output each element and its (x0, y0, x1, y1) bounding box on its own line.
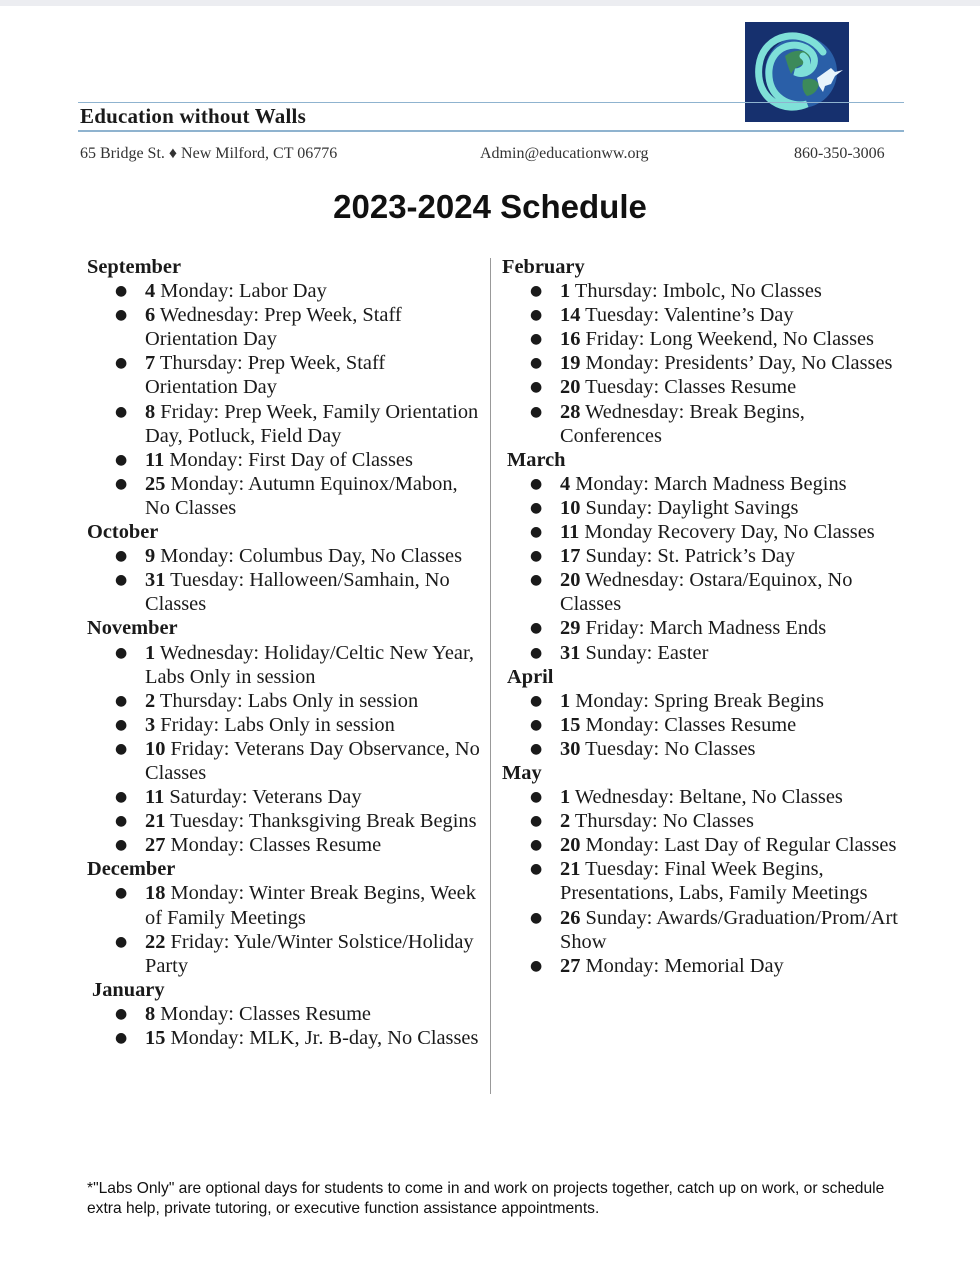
event-day: 4 (560, 472, 571, 495)
event-day: 31 (145, 569, 166, 592)
event-day: 4 (145, 280, 156, 303)
event-day: 6 (145, 304, 156, 327)
list-item (87, 303, 482, 351)
event-day: 2 (145, 689, 156, 712)
list-item (87, 737, 482, 785)
list-item (502, 713, 902, 737)
event-day: 17 (560, 545, 581, 568)
list-item (87, 881, 482, 929)
event-day: 11 (145, 786, 165, 809)
event-day: 8 (145, 400, 156, 423)
event-description: Tuesday: Thanksgiving Break Begins (165, 810, 477, 833)
list-item (502, 906, 902, 954)
event-day: 2 (560, 810, 571, 833)
event-description: Monday: Columbus Day, No Classes (155, 545, 462, 568)
event-description: Monday: Presidents’ Day, No Classes (580, 352, 893, 375)
page-title: 2023-2024 Schedule (333, 188, 647, 225)
list-item (87, 641, 482, 689)
footnote: *"Labs Only" are optional days for students to come in and work on projects together, catch up on work, or schedule extra help, private tutoring, or executive function assistance appointments. (87, 1180, 885, 1217)
event-day: 1 (560, 689, 571, 712)
event-list (502, 472, 902, 665)
list-item (502, 351, 902, 375)
event-description: Sunday: Awards/Graduation/Prom/Art Show (560, 906, 898, 953)
month-heading: February (502, 256, 585, 278)
event-day: 22 (145, 930, 166, 953)
event-day: 10 (145, 737, 166, 760)
list-item (502, 857, 902, 905)
event-description: Monday: Autumn Equinox/Mabon, No Classes (145, 472, 458, 519)
event-description: Monday: Last Day of Regular Classes (580, 834, 897, 857)
organization-name: Education without Walls (80, 104, 306, 128)
event-description: Monday: Memorial Day (580, 954, 784, 977)
event-day: 14 (560, 304, 581, 327)
list-item (502, 809, 902, 833)
event-list (87, 881, 482, 977)
event-description: Friday: March Madness Ends (580, 617, 827, 640)
event-day: 1 (145, 641, 156, 664)
month-heading: October (87, 521, 159, 544)
list-item (87, 448, 482, 472)
globe-hummingbird-logo-icon (745, 22, 849, 122)
event-description: Thursday: No Classes (570, 810, 754, 833)
list-item (502, 375, 902, 399)
list-item (87, 279, 482, 303)
event-day: 28 (560, 400, 581, 423)
list-item (502, 472, 902, 496)
list-item (87, 351, 482, 399)
list-item (502, 737, 902, 761)
header-rule-top (78, 102, 904, 103)
list-item (87, 1002, 482, 1026)
event-description: Friday: Yule/Winter Solstice/Holiday Party (145, 930, 474, 977)
event-day: 21 (560, 858, 581, 881)
event-description: Thursday: Imbolc, No Classes (570, 280, 822, 303)
event-description: Tuesday: No Classes (580, 737, 756, 760)
phone-number: 860-350-3006 (794, 145, 885, 162)
event-day: 9 (145, 545, 156, 568)
event-day: 19 (560, 352, 581, 375)
event-day: 27 (145, 834, 166, 857)
list-item (87, 568, 482, 616)
event-description: Tuesday: Final Week Begins, Presentations, Labs, Family Meetings (560, 858, 868, 905)
event-description: Friday: Veterans Day Observance, No Classes (145, 737, 480, 784)
list-item (502, 303, 902, 327)
event-day: 1 (560, 280, 571, 303)
event-description: Thursday: Prep Week, Staff Orientation Day (145, 352, 386, 399)
event-description: Tuesday: Classes Resume (580, 376, 797, 399)
event-day: 30 (560, 737, 581, 760)
list-item (502, 520, 902, 544)
event-description: Friday: Labs Only in session (155, 713, 395, 736)
event-description: Thursday: Labs Only in session (155, 689, 419, 712)
event-day: 20 (560, 834, 581, 857)
list-item (87, 472, 482, 520)
event-day: 25 (145, 472, 166, 495)
event-description: Monday: Winter Break Begins, Week of Family Meetings (145, 882, 476, 929)
list-item (502, 954, 902, 978)
list-item (87, 930, 482, 978)
event-description: Wednesday: Break Begins, Conferences (560, 400, 805, 447)
list-item (502, 568, 902, 616)
event-day: 3 (145, 713, 156, 736)
event-description: Tuesday: Valentine’s Day (580, 304, 794, 327)
event-day: 21 (145, 810, 166, 833)
event-day: 29 (560, 617, 581, 640)
event-day: 15 (145, 1027, 166, 1049)
event-list (87, 1002, 482, 1050)
event-list (87, 641, 482, 858)
right-column (502, 255, 902, 978)
month-heading: January (92, 978, 165, 1001)
list-item (502, 400, 902, 448)
month-heading: April (507, 665, 554, 688)
event-list (502, 279, 902, 448)
month-heading: November (87, 617, 178, 640)
event-day: 10 (560, 496, 581, 519)
column-divider (490, 258, 491, 1094)
event-day: 18 (145, 882, 166, 905)
event-description: Monday: Classes Resume (580, 713, 797, 736)
event-description: Wednesday: Beltane, No Classes (570, 786, 843, 809)
event-list (502, 689, 902, 761)
event-day: 11 (560, 521, 580, 544)
event-description: Monday: First Day of Classes (164, 448, 413, 471)
event-list (87, 544, 482, 616)
event-description: Sunday: St. Patrick’s Day (580, 545, 796, 568)
event-list (502, 785, 902, 978)
event-description: Wednesday: Holiday/Celtic New Year, Labs Only in session (145, 641, 475, 688)
list-item (502, 616, 902, 640)
list-item (502, 689, 902, 713)
list-item (502, 833, 902, 857)
address: 65 Bridge St. ♦ New Milford, CT 06776 (80, 145, 338, 162)
event-description: Wednesday: Ostara/Equinox, No Classes (560, 569, 853, 616)
event-description: Monday: March Madness Begins (570, 472, 847, 495)
list-item (87, 544, 482, 568)
list-item (502, 279, 902, 303)
email-address: Admin@educationww.org (480, 145, 649, 162)
left-column (87, 255, 482, 1050)
list-item (87, 833, 482, 857)
list-item (502, 641, 902, 665)
list-item (87, 400, 482, 448)
event-description: Wednesday: Prep Week, Staff Orientation Day (145, 304, 402, 351)
event-description: Monday: Labor Day (155, 280, 327, 303)
header-rule-bottom (78, 130, 904, 132)
event-day: 26 (560, 906, 581, 929)
event-day: 7 (145, 352, 156, 375)
list-item (87, 713, 482, 737)
event-description: Sunday: Daylight Savings (580, 496, 799, 519)
event-description: Monday Recovery Day, No Classes (579, 521, 875, 544)
month-heading: September (87, 256, 181, 278)
top-bar (0, 0, 980, 6)
event-day: 15 (560, 713, 581, 736)
event-day: 1 (560, 786, 571, 809)
month-heading: May (502, 761, 542, 784)
event-description: Saturday: Veterans Day (164, 786, 362, 809)
event-day: 11 (145, 448, 165, 471)
event-description: Monday: Classes Resume (165, 834, 382, 857)
list-item (502, 496, 902, 520)
event-day: 16 (560, 328, 581, 351)
event-day: 8 (145, 1002, 156, 1025)
event-description: Tuesday: Halloween/Samhain, No Classes (145, 569, 450, 616)
list-item (502, 327, 902, 351)
event-day: 31 (560, 641, 581, 664)
event-description: Friday: Prep Week, Family Orientation Day, Potluck, Field Day (145, 400, 479, 447)
event-description: Friday: Long Weekend, No Classes (580, 328, 874, 351)
event-day: 20 (560, 569, 581, 592)
event-description: Sunday: Easter (580, 641, 709, 664)
list-item (87, 1026, 482, 1050)
list-item (87, 809, 482, 833)
event-list (87, 279, 482, 520)
month-heading: March (507, 448, 566, 471)
list-item (87, 689, 482, 713)
list-item (87, 785, 482, 809)
event-day: 20 (560, 376, 581, 399)
list-item (502, 785, 902, 809)
event-description: Monday: Spring Break Begins (570, 689, 824, 712)
list-item (502, 544, 902, 568)
event-description: Monday: Classes Resume (155, 1002, 371, 1025)
month-heading: December (87, 858, 176, 881)
event-description: Monday: MLK, Jr. B-day, No Classes (165, 1027, 479, 1049)
event-day: 27 (560, 954, 581, 977)
